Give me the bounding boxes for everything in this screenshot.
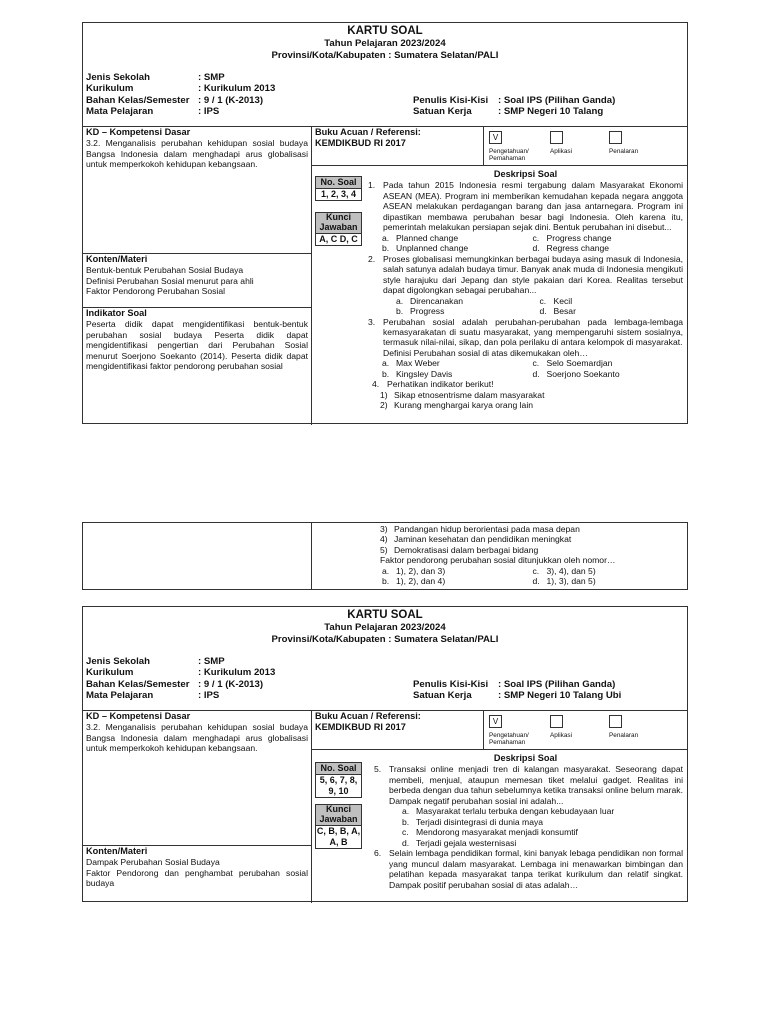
kunci-label: Kunci Jawaban xyxy=(316,805,361,826)
question-text: Pada tahun 2015 Indonesia resmi tergabung dalam Masyarakat Ekonomi ASEAN (MEA). Program ini memberikan kemudahan kepada negara anggota ASEAN melakukan perdagangan barang dan jasa antarnegara. Program ini dipastikan membawa perubahan besar bagi Indonesia. Oleh karena itu, pemerintah melakukan persiapan sejak dini. Bentuk perubahan ini disebut... xyxy=(383,180,683,233)
option-letter: c. xyxy=(532,358,540,369)
option xyxy=(396,296,540,306)
item-number: 5) xyxy=(380,544,388,555)
option-letter: b. xyxy=(402,816,410,827)
konten-title: Konten/Materi xyxy=(86,846,148,856)
mapel-value: : IPS xyxy=(198,689,220,701)
meta-left xyxy=(86,656,275,701)
jenis-label: Jenis Sekolah xyxy=(86,72,150,83)
option-letter: c. xyxy=(539,295,547,306)
question-number: 1. xyxy=(368,180,376,191)
indikator-text: Peserta didik dapat mengidentifikasi bentuk-bentuk perubahan sosial budaya Peserta didik dapat mengidentifikasi pengertian dari Perubahan Sosial menurut Soerjono Soekanto (2014). Peserta didik dapat mengidentifikasi faktor pendorong perubahan sosial xyxy=(86,319,308,372)
checkbox-penalaran[interactable] xyxy=(609,715,622,728)
option xyxy=(382,369,533,379)
no-soal-box xyxy=(315,762,362,798)
kurikulum-label: Kurikulum xyxy=(86,83,134,95)
option-letter: c. xyxy=(532,565,540,576)
option-text: Besar xyxy=(553,306,576,317)
indicator-item xyxy=(380,390,683,400)
buku-value: KEMDIKBUD RI 2017 xyxy=(315,138,406,149)
question-3-options xyxy=(368,358,683,379)
card-title: KARTU SOAL xyxy=(347,25,423,37)
kunci-box xyxy=(315,804,362,849)
buku-label: Buku Acuan / Referensi: xyxy=(315,127,421,137)
left-column xyxy=(83,711,312,903)
card-province: Provinsi/Kota/Kabupaten : Sumatera Selatan/PALI xyxy=(271,49,499,61)
option xyxy=(533,576,684,586)
bahan-label: Bahan Kelas/Semester xyxy=(86,94,190,106)
question-number: 5. xyxy=(374,764,382,775)
checkbox-penalaran[interactable] xyxy=(609,131,622,144)
mapel-label: Mata Pelajaran xyxy=(86,689,154,701)
right-column xyxy=(312,711,687,903)
item-number: 1) xyxy=(380,389,388,400)
deskripsi-title: Deskripsi Soal xyxy=(493,169,558,179)
option-letter: b. xyxy=(382,576,390,587)
meta-right xyxy=(413,679,621,702)
option xyxy=(540,306,684,316)
option xyxy=(382,358,533,368)
question-number: 4. xyxy=(372,379,380,390)
option-text: Planned change xyxy=(396,232,459,243)
question-1-options xyxy=(368,233,683,254)
checkbox-pengetahuan[interactable]: V xyxy=(489,131,502,144)
kd-section xyxy=(83,127,311,253)
question-3 xyxy=(368,317,683,359)
option-letter: b. xyxy=(382,368,390,379)
question-2 xyxy=(368,254,683,296)
buku-acuan xyxy=(312,127,484,165)
kd-text: 3.2. Menganalisis perubahan kehidupan sosial budaya Bangsa Indonesia dalam menghadapi arus globalisasi untuk memperkokoh kehidupan kebangsaan. xyxy=(86,722,308,754)
penulis-label: Penulis Kisi-Kisi xyxy=(413,95,489,106)
label-pengetahuan: Pengetahuan/ Pemahaman xyxy=(489,148,529,163)
kartu-soal-card-1 xyxy=(82,22,688,424)
option-text: Direncanakan xyxy=(410,295,464,306)
buku-value: KEMDIKBUD RI 2017 xyxy=(315,722,406,733)
kunci-value: C, B, B, A, A, B xyxy=(316,825,361,847)
option-letter: d. xyxy=(532,368,540,379)
option-letter: d. xyxy=(532,576,540,587)
option xyxy=(533,233,684,243)
question-number: 6. xyxy=(374,848,382,859)
question-4-items-cont xyxy=(368,524,683,555)
question-text: Faktor pendorong perubahan sosial ditunjukkan oleh nomor… xyxy=(380,555,616,566)
bahan-value: : 9 / 1 (K-2013) xyxy=(198,94,264,106)
buku-label: Buku Acuan / Referensi: xyxy=(315,711,421,721)
question-6 xyxy=(374,848,683,890)
option-text: 1), 2), dan 3) xyxy=(396,565,446,576)
item-text: Kurang menghargai karya orang lain xyxy=(394,400,534,411)
option-text: Progress xyxy=(410,306,445,317)
option-text: Terjadi disintegrasi di dunia maya xyxy=(416,816,544,827)
kd-text: 3.2. Menganalisis perubahan kehidupan sosial budaya Bangsa Indonesia dalam menghadapi arus globalisasi untuk memperkokoh kehidupan kebangsaan. xyxy=(86,138,308,170)
card-year: Tahun Pelajaran 2023/2024 xyxy=(324,38,446,50)
satuan-value: : SMP Negeri 10 Talang xyxy=(498,106,604,118)
option xyxy=(402,838,683,848)
deskripsi-soal xyxy=(368,169,683,411)
option-text: Mendorong masyarakat menjadi konsumtif xyxy=(416,827,578,838)
indicator-item xyxy=(380,534,683,544)
question-text: Proses globalisasi memungkinkan berbagai budaya asing masuk di Indonesia, salah satunya adalah budaya timur. Banyak anak muda di Indonesia mengikuti style harajuku dari Jepang dan style pakaian dari Korea. Realitas tersebut dapat digolongkan sebagai perubahan... xyxy=(383,253,683,296)
option xyxy=(402,806,683,816)
no-soal-label: No. Soal xyxy=(316,763,361,775)
question-text: Transaksi online menjadi tren di kalangan masyarakat. Seseorang dapat membeli, menjual, ataupun memesan tiket melalui gadget. Realitas ini berbeda dengan dua tahun sebelumnya ketika transaksi online belum marak. Dampak negatif perubahan sosial ini adalah... xyxy=(389,764,683,806)
right-column xyxy=(312,523,687,589)
option xyxy=(396,306,540,316)
question-number: 2. xyxy=(368,253,376,264)
option-letter: b. xyxy=(396,306,404,317)
option-letter: a. xyxy=(382,232,390,243)
option-text: Progress change xyxy=(546,232,612,243)
question-4-options xyxy=(368,566,683,587)
option xyxy=(533,358,684,368)
question-text: Selain lembaga pendidikan formal, kini banyak lebaga pendidikan non formal yang muncul dalam masyarakat. Lembaga ini menawarkan bimbingan dan pelatihan kepada masyarakat tanpa terikat kurikulum dan relatif singkat. Dampak positif perubahan sosial di atas adalah… xyxy=(389,848,683,890)
penulis-value: : Soal IPS (Pilihan Ganda) xyxy=(498,95,616,106)
option xyxy=(382,233,533,243)
kunci-box xyxy=(315,212,362,246)
jenis-label: Jenis Sekolah xyxy=(86,656,150,667)
question-4-items xyxy=(368,390,683,411)
option-letter: a. xyxy=(382,358,390,369)
option xyxy=(382,243,533,253)
penulis-label: Penulis Kisi-Kisi xyxy=(413,679,489,690)
option-letter: c. xyxy=(532,232,540,243)
question-1 xyxy=(368,180,683,232)
option-text: 3), 4), dan 5) xyxy=(546,565,596,576)
option-text: Unplanned change xyxy=(396,243,469,254)
bahan-value: : 9 / 1 (K-2013) xyxy=(198,678,264,690)
kd-section xyxy=(83,711,311,845)
konten-section xyxy=(83,845,311,889)
item-text: Pandangan hidup berorientasi pada masa depan xyxy=(394,524,580,534)
no-soal-value: 5, 6, 7, 8, 9, 10 xyxy=(319,774,358,796)
option-letter: a. xyxy=(396,295,404,306)
kurikulum-value: : Kurikulum 2013 xyxy=(198,83,276,95)
card-title: KARTU SOAL xyxy=(347,609,423,621)
buku-acuan xyxy=(312,711,484,749)
cognitive-levels xyxy=(484,711,687,749)
option xyxy=(402,827,683,837)
konten-item: Bentuk-bentuk Perubahan Sosial Budaya xyxy=(86,265,244,276)
jenis-value: : SMP xyxy=(198,72,225,83)
cognitive-levels xyxy=(484,127,687,165)
question-4 xyxy=(372,379,683,389)
option xyxy=(533,369,684,379)
option-text: 1), 3), dan 5) xyxy=(546,576,596,587)
konten-item: Faktor Pendorong dan penghambat perubahan sosial budaya xyxy=(86,867,308,889)
label-penalaran: Penalaran xyxy=(609,732,639,739)
kartu-soal-card-2 xyxy=(82,606,688,902)
indikator-title: Indikator Soal xyxy=(86,308,147,318)
checkbox-aplikasi[interactable] xyxy=(550,715,563,728)
option-text: Regress change xyxy=(546,243,610,254)
right-column xyxy=(312,127,687,425)
label-aplikasi: Aplikasi xyxy=(550,148,573,155)
item-number: 3) xyxy=(380,524,388,534)
option-letter: d. xyxy=(532,243,540,254)
satuan-label: Satuan Kerja xyxy=(413,690,472,702)
option-letter: d. xyxy=(539,306,547,317)
option xyxy=(402,817,683,827)
checkbox-pengetahuan[interactable]: V xyxy=(489,715,502,728)
satuan-label: Satuan Kerja xyxy=(413,106,472,118)
option-text: Terjadi gejala westernisasi xyxy=(416,837,517,848)
option-text: Kingsley Davis xyxy=(396,368,453,379)
bahan-label: Bahan Kelas/Semester xyxy=(86,678,190,690)
no-soal-label: No. Soal xyxy=(316,177,361,189)
satuan-value: : SMP Negeri 10 Talang Ubi xyxy=(498,690,622,702)
card-header xyxy=(83,608,687,711)
option xyxy=(382,566,533,576)
question-5 xyxy=(374,764,683,806)
option-text: Selo Soemardjan xyxy=(546,358,613,369)
kurikulum-value: : Kurikulum 2013 xyxy=(198,667,276,679)
indicator-item xyxy=(380,545,683,555)
buku-row xyxy=(312,711,687,750)
mapel-value: : IPS xyxy=(198,105,220,117)
item-number: 4) xyxy=(380,534,388,545)
konten-section xyxy=(83,253,311,307)
item-text: Sikap etnosentrisme dalam masyarakat xyxy=(394,389,545,400)
option-text: Max Weber xyxy=(396,358,440,369)
question-text: Perhatikan indikator berikut! xyxy=(387,379,494,390)
option xyxy=(382,576,533,586)
option-letter: c. xyxy=(402,827,409,838)
konten-title: Konten/Materi xyxy=(86,254,148,264)
option xyxy=(540,296,684,306)
kd-title: KD – Kompetensi Dasar xyxy=(86,711,191,721)
option-letter: a. xyxy=(402,806,410,817)
option-letter: b. xyxy=(382,243,390,254)
indikator-section xyxy=(83,307,311,372)
question-2-options xyxy=(368,296,683,317)
jenis-value: : SMP xyxy=(198,656,225,667)
option-text: Masyarakat terlalu terbuka dengan kebudayaan luar xyxy=(416,806,615,817)
no-soal-box xyxy=(315,176,362,201)
deskripsi-title: Deskripsi Soal xyxy=(493,753,558,763)
card-year: Tahun Pelajaran 2023/2024 xyxy=(324,622,446,634)
label-aplikasi: Aplikasi xyxy=(550,732,573,739)
konten-item: Dampak Perubahan Sosial Budaya xyxy=(86,857,220,868)
item-text: Demokratisasi dalam berbagai bidang xyxy=(394,544,539,555)
buku-row xyxy=(312,127,687,166)
konten-item: Faktor Pendorong Perubahan Sosial xyxy=(86,286,226,297)
checkbox-aplikasi[interactable] xyxy=(550,131,563,144)
meta-left xyxy=(86,72,275,117)
option-letter: a. xyxy=(382,565,390,576)
option-text: 1), 2), dan 4) xyxy=(396,576,446,587)
option-text: Kecil xyxy=(553,295,573,306)
left-column-empty xyxy=(83,523,312,589)
question-number: 3. xyxy=(368,316,376,327)
item-number: 2) xyxy=(380,400,388,411)
question-text: Perubahan sosial adalah perubahan-perubahan pada lembaga-lembaga kemasyarakatan di suatu masyarakat, yang mempengaruhi sistem sosialnya, termasuk nilai-nilai, sikap, dan pola perilaku di antara kelompok di masyarakat. xyxy=(383,316,683,348)
kunci-label: Kunci Jawaban xyxy=(316,213,361,234)
left-column xyxy=(83,127,312,425)
label-penalaran: Penalaran xyxy=(609,148,639,155)
continuation-card xyxy=(82,522,688,590)
mapel-label: Mata Pelajaran xyxy=(86,105,154,117)
penulis-value: : Soal IPS (Pilihan Ganda) xyxy=(498,679,616,690)
option-text: Soerjono Soekanto xyxy=(546,368,620,379)
kurikulum-label: Kurikulum xyxy=(86,667,134,679)
question-5-options xyxy=(368,806,683,848)
item-text: Jaminan kesehatan dan pendidikan meningkat xyxy=(394,534,572,545)
deskripsi-soal xyxy=(368,753,683,890)
continuation-content xyxy=(368,524,683,587)
konten-item: Definisi Perubahan Sosial menurut para ahli xyxy=(86,275,254,286)
card-province: Provinsi/Kota/Kabupaten : Sumatera Selatan/PALI xyxy=(271,633,499,645)
indicator-item xyxy=(380,524,683,534)
indicator-item xyxy=(380,400,683,410)
kd-title: KD – Kompetensi Dasar xyxy=(86,127,191,137)
option xyxy=(533,566,684,576)
option-letter: d. xyxy=(402,837,410,848)
meta-right xyxy=(413,95,615,118)
question-text-2: Definisi Perubahan sosial di atas dikemukakan oleh… xyxy=(383,347,588,358)
card-header xyxy=(83,24,687,127)
kunci-value: A, C D, C xyxy=(319,233,358,244)
option xyxy=(533,243,684,253)
no-soal-value: 1, 2, 3, 4 xyxy=(320,188,357,199)
label-pengetahuan: Pengetahuan/ Pemahaman xyxy=(489,732,529,747)
